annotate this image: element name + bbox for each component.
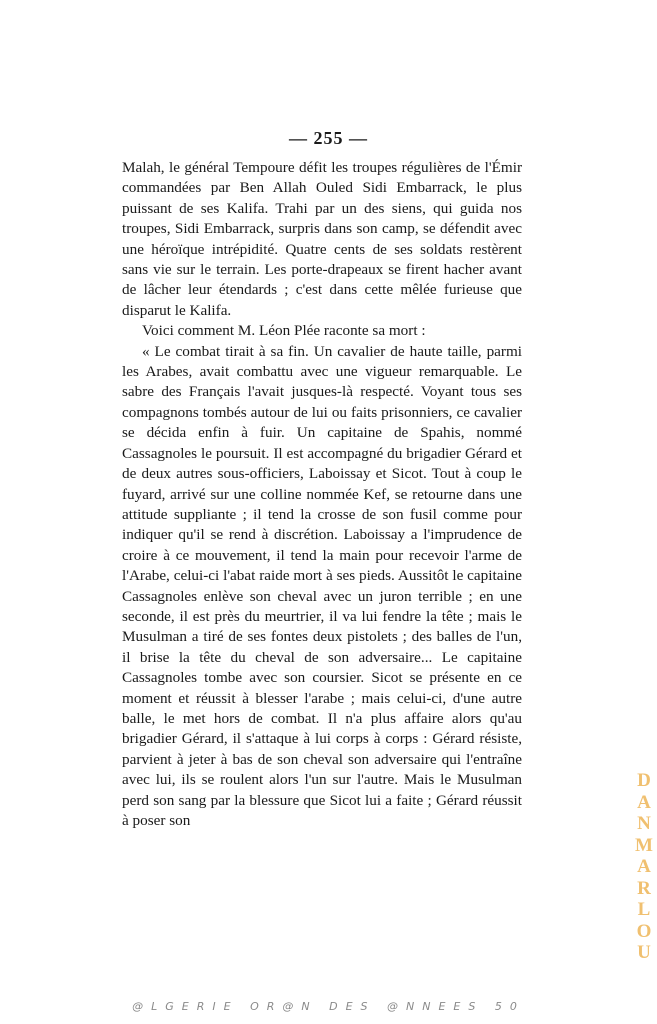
- bottom-watermark: @LGERIE OR@N DES @NNEES 50: [132, 1000, 525, 1013]
- watermark-letter: R: [637, 877, 651, 899]
- paragraph: Voici comment M. Léon Plée raconte sa mort :: [142, 322, 426, 340]
- page-number: — 255 —: [289, 128, 368, 148]
- body-text: [122, 158, 522, 831]
- side-watermark: [635, 770, 653, 964]
- paragraph: Malah, le général Tempoure défit les troupes régulières de l'Émir commandées par Ben Allah Ouled Sidi Embarrack, le plus puissant de ses Kalifa. Trahi par un des siens, qui guida nos troupes, Sidi Embarrack, surpris dans son camp, se défendit avec une héroïque intrépidité. Quatre cents de ses soldats restèrent sans vie sur le terrain. Les porte-drapeaux se firent hacher avant de lâcher leur étendards ; c'est dans cette mêlée furieuse que disparut le Kalifa.: [122, 159, 522, 319]
- watermark-letter: A: [637, 856, 651, 877]
- watermark-letter: U: [637, 942, 651, 963]
- watermark-letter: O: [636, 920, 652, 942]
- watermark-letter: A: [637, 791, 651, 813]
- watermark-letter: M: [635, 834, 653, 856]
- watermark-letter: L: [637, 899, 651, 920]
- paragraph: « Le combat tirait à sa fin. Un cavalier de haute taille, parmi les Arabes, avait combattu avec une vigueur remarquable. Le sabre des Français l'avait jusques-là respecté. Voyant tous ses compagnons tombés autour de lui ou faits prisonniers, ce cavalier se décida enfin à fuir. Un capitaine de Spahis, nommé Cassagnoles le poursuit. Il est accompagné du brigadier Gérard et de deux autres sous-officiers, Laboissay et Sicot. Tout à coup le fuyard, arrivé sur une colline nommée Kef, se retourne dans une attitude suppliante ; il tend la crosse de son fusil comme pour indiquer qu'il se rend à discrétion. Laboissay a l'imprudence de croire à ce mouvement, il tend la main pour recevoir l'arme de l'Arabe, celui-ci l'abat raide mort à ses pieds. Aussitôt le capitaine Cassagnoles enlève son cheval avec un juron terrible ; en une seconde, il est près du meurtrier, il va lui fendre la tête ; mais le Musulman a tiré de ses fontes deux pistolets ; des balles de l'un, il brise la tête du cheval de son adversaire... Le capitaine Cassagnoles tombe avec son coursier. Sicot se présente en ce moment et réussit à blesser l'arabe ; mais celui-ci, d'une autre balle, le met hors de combat. Il n'a plus affaire alors qu'au brigadier Gérard, il s'attaque à lui corps à corps : Gérard résiste, parvient à jeter à bas de son cheval son adversaire qui l'entraîne avec lui, ils se roulent alors l'un sur l'autre. Mais le Musulman perd son sang par la blessure que Sicot lui a faite ; Gérard réussit à poser son: [122, 342, 522, 829]
- watermark-letter: D: [637, 770, 651, 791]
- watermark-letter: N: [637, 813, 651, 834]
